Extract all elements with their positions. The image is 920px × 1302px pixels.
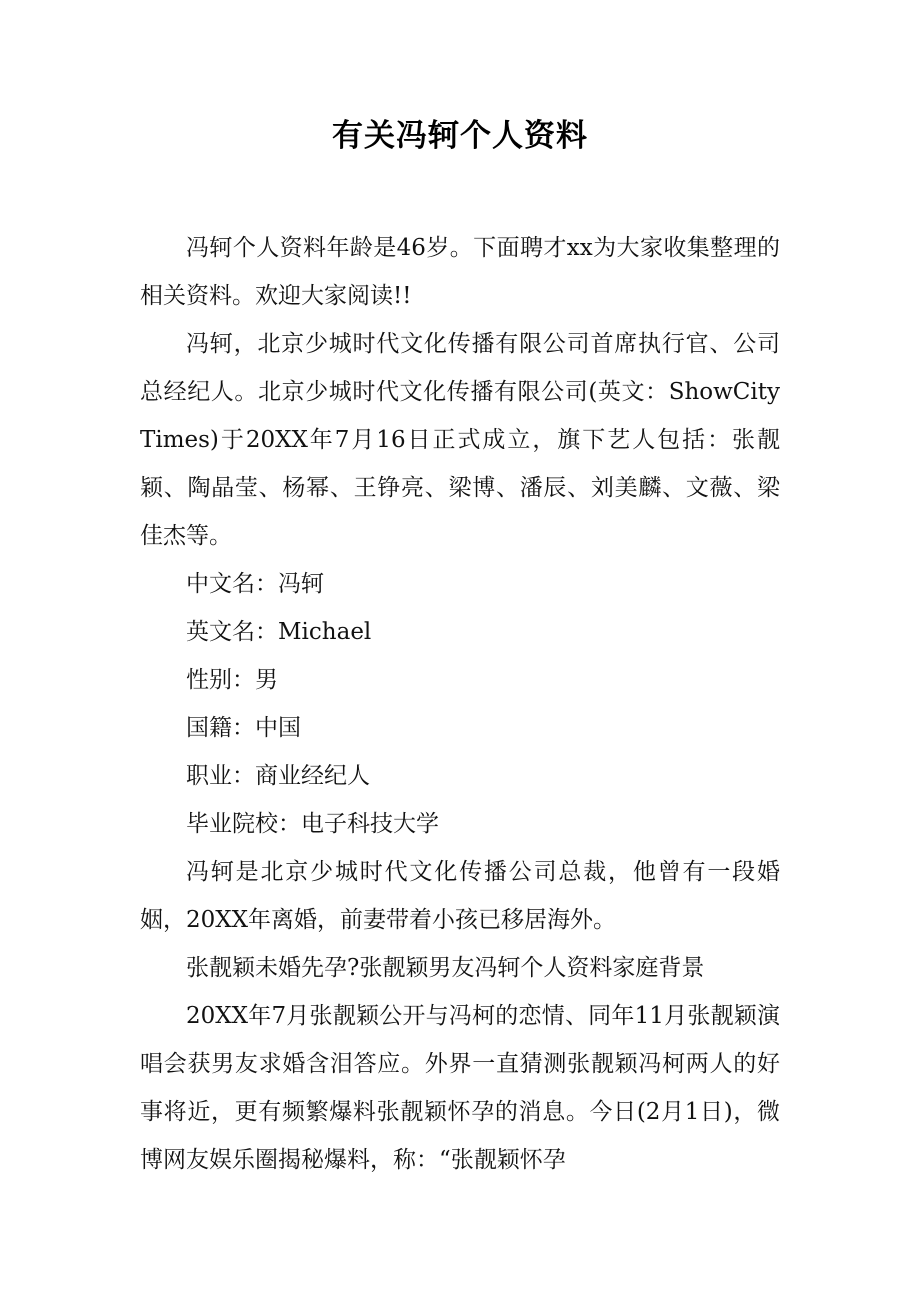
document-body (140, 224, 780, 1184)
profile-value: 冯轲 (278, 571, 324, 597)
profile-chinese-name (140, 560, 780, 608)
profile-label: 毕业院校： (186, 811, 301, 837)
profile-value: 中国 (255, 715, 301, 741)
paragraph-relationship: 20XX年7月张靓颖公开与冯柯的恋情、同年11月张靓颖演唱会获男友求婚含泪答应。外界一直猜测张靓颖冯柯两人的好事将近，更有频繁爆料张靓颖怀孕的消息。今日(2月1日)，微博网友娱乐圈揭秘爆料，称：“张靓颖怀孕 (140, 1003, 780, 1173)
profile-value: Michael (278, 619, 372, 645)
profile-label: 职业： (186, 763, 255, 789)
profile-value: 电子科技大学 (301, 811, 439, 837)
profile-label: 性别： (186, 667, 255, 693)
paragraph-marriage: 冯轲是北京少城时代文化传播公司总裁，他曾有一段婚姻，20XX年离婚，前妻带着小孩已移居海外。 (140, 859, 780, 933)
paragraph-company: 冯轲，北京少城时代文化传播有限公司首席执行官、公司总经纪人。北京少城时代文化传播有限公司(英文：ShowCityTimes)于20XX年7月16日正式成立，旗下艺人包括：张靓颖、陶晶莹、杨幂、王铮亮、梁博、潘辰、刘美麟、文薇、梁佳杰等。 (140, 331, 780, 549)
profile-value: 男 (255, 667, 278, 693)
profile-label: 中文名： (186, 571, 278, 597)
profile-nationality (140, 704, 780, 752)
profile-english-name (140, 608, 780, 656)
profile-occupation (140, 752, 780, 800)
profile-value: 商业经纪人 (255, 763, 370, 789)
profile-school (140, 800, 780, 848)
profile-label: 英文名： (186, 619, 278, 645)
profile-label: 国籍： (186, 715, 255, 741)
document-title: 有关冯轲个人资料 (332, 118, 588, 154)
profile-gender (140, 656, 780, 704)
paragraph-intro: 冯轲个人资料年龄是46岁。下面聘才xx为大家收集整理的相关资料。欢迎大家阅读!! (140, 235, 780, 309)
paragraph-heading-family: 张靓颖未婚先孕?张靓颖男友冯轲个人资料家庭背景 (186, 955, 705, 981)
